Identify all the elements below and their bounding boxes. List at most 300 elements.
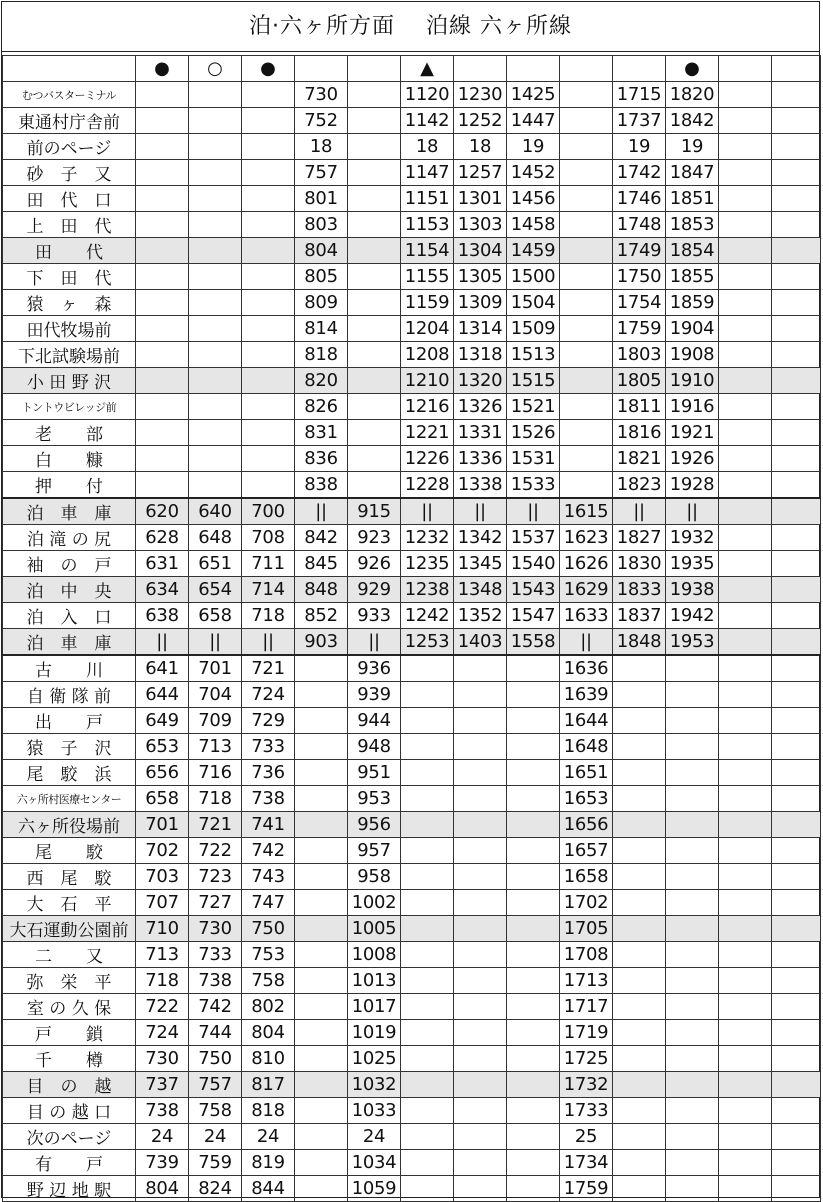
- time-cell: 19: [613, 134, 666, 160]
- service-mark-cell: [772, 56, 821, 82]
- time-cell: 750: [189, 1046, 242, 1072]
- time-cell: 1656: [560, 812, 613, 838]
- time-cell: 648: [189, 525, 242, 551]
- time-cell: [401, 682, 454, 708]
- time-cell: 1159: [401, 290, 454, 316]
- time-cell: [772, 290, 821, 316]
- time-cell: [666, 682, 719, 708]
- time-cell: 1547: [507, 603, 560, 629]
- time-cell: 804: [242, 1020, 295, 1046]
- time-cell: [560, 368, 613, 394]
- stop-name: 猿 ヶ 森: [3, 290, 136, 316]
- service-mark-cell: ○: [189, 56, 242, 82]
- table-row: [3, 708, 821, 734]
- time-cell: 1928: [666, 472, 719, 499]
- time-cell: 933: [348, 603, 401, 629]
- time-cell: [560, 238, 613, 264]
- time-cell: [772, 994, 821, 1020]
- time-cell: [242, 212, 295, 238]
- time-cell: 733: [242, 734, 295, 760]
- time-cell: [348, 290, 401, 316]
- time-cell: 723: [189, 864, 242, 890]
- stop-name: 前のページ: [3, 134, 136, 160]
- time-cell: [454, 838, 507, 864]
- time-cell: 721: [189, 812, 242, 838]
- time-cell: [772, 655, 821, 682]
- time-cell: [295, 1176, 348, 1202]
- time-cell: 703: [136, 864, 189, 890]
- time-cell: [613, 1150, 666, 1176]
- stop-name: 次のページ: [3, 1124, 136, 1150]
- time-cell: [772, 760, 821, 786]
- time-cell: 718: [189, 786, 242, 812]
- time-cell: [772, 446, 821, 472]
- time-cell: 640: [189, 498, 242, 525]
- time-cell: [666, 1098, 719, 1124]
- time-cell: 654: [189, 577, 242, 603]
- time-cell: [772, 368, 821, 394]
- time-cell: 741: [242, 812, 295, 838]
- time-cell: ||: [348, 629, 401, 656]
- time-cell: [772, 160, 821, 186]
- time-cell: 658: [136, 786, 189, 812]
- time-cell: 1034: [348, 1150, 401, 1176]
- time-cell: 1447: [507, 108, 560, 134]
- time-cell: 1935: [666, 551, 719, 577]
- time-cell: 951: [348, 760, 401, 786]
- time-cell: 1537: [507, 525, 560, 551]
- time-cell: 758: [242, 968, 295, 994]
- time-cell: [136, 108, 189, 134]
- time-cell: 824: [189, 1176, 242, 1202]
- stop-name: 目 の 越 口: [3, 1098, 136, 1124]
- time-cell: [613, 708, 666, 734]
- time-cell: [454, 994, 507, 1020]
- table-row: [3, 890, 821, 916]
- time-cell: [507, 1072, 560, 1098]
- time-cell: [560, 446, 613, 472]
- time-cell: [189, 394, 242, 420]
- time-cell: [719, 525, 772, 551]
- time-cell: 1304: [454, 238, 507, 264]
- stop-name: 泊 中 央: [3, 577, 136, 603]
- time-cell: 18: [295, 134, 348, 160]
- time-cell: [348, 238, 401, 264]
- time-cell: 844: [242, 1176, 295, 1202]
- time-cell: 1533: [507, 472, 560, 499]
- time-cell: [719, 472, 772, 499]
- time-cell: [189, 290, 242, 316]
- time-cell: 758: [189, 1098, 242, 1124]
- time-cell: 1658: [560, 864, 613, 890]
- header-marks-row: [3, 56, 821, 82]
- time-cell: [613, 838, 666, 864]
- time-cell: [719, 603, 772, 629]
- time-cell: [719, 682, 772, 708]
- time-cell: [772, 1046, 821, 1072]
- time-cell: 1748: [613, 212, 666, 238]
- time-cell: 722: [136, 994, 189, 1020]
- time-cell: 1515: [507, 368, 560, 394]
- time-cell: 809: [295, 290, 348, 316]
- time-cell: [401, 1124, 454, 1150]
- time-cell: [772, 629, 821, 656]
- time-cell: ||: [560, 629, 613, 656]
- time-cell: [772, 82, 821, 108]
- table-row: [3, 342, 821, 368]
- time-cell: 1648: [560, 734, 613, 760]
- time-cell: 738: [136, 1098, 189, 1124]
- time-cell: [401, 994, 454, 1020]
- time-cell: [295, 1098, 348, 1124]
- time-cell: [772, 186, 821, 212]
- time-cell: 711: [242, 551, 295, 577]
- time-cell: 1226: [401, 446, 454, 472]
- time-cell: [772, 134, 821, 160]
- time-cell: [719, 368, 772, 394]
- time-cell: [772, 838, 821, 864]
- time-cell: [348, 186, 401, 212]
- table-row: [3, 812, 821, 838]
- time-cell: [507, 864, 560, 890]
- time-cell: [507, 942, 560, 968]
- time-cell: [401, 655, 454, 682]
- time-cell: 1540: [507, 551, 560, 577]
- time-cell: [507, 682, 560, 708]
- time-cell: [772, 942, 821, 968]
- time-cell: [189, 316, 242, 342]
- time-cell: [242, 368, 295, 394]
- time-cell: 1639: [560, 682, 613, 708]
- table-row: [3, 160, 821, 186]
- time-cell: 1842: [666, 108, 719, 134]
- stop-name: 弥 栄 平: [3, 968, 136, 994]
- time-cell: [719, 1124, 772, 1150]
- time-cell: 923: [348, 525, 401, 551]
- time-cell: [560, 316, 613, 342]
- time-cell: 1908: [666, 342, 719, 368]
- table-row: [3, 394, 821, 420]
- table-row: [3, 734, 821, 760]
- time-cell: [772, 968, 821, 994]
- stop-name: 田代牧場前: [3, 316, 136, 342]
- time-cell: [401, 1020, 454, 1046]
- time-cell: 1142: [401, 108, 454, 134]
- time-cell: [719, 394, 772, 420]
- time-cell: [560, 420, 613, 446]
- time-cell: [719, 186, 772, 212]
- time-cell: [189, 134, 242, 160]
- stop-name: 上 田 代: [3, 212, 136, 238]
- time-cell: 1151: [401, 186, 454, 212]
- time-cell: [613, 1098, 666, 1124]
- time-cell: 742: [189, 994, 242, 1020]
- time-cell: 750: [242, 916, 295, 942]
- time-cell: [560, 394, 613, 420]
- time-cell: [772, 394, 821, 420]
- time-cell: 1636: [560, 655, 613, 682]
- time-cell: 1855: [666, 264, 719, 290]
- time-cell: [772, 734, 821, 760]
- time-cell: 1715: [613, 82, 666, 108]
- table-row: [3, 420, 821, 446]
- stop-name: 押 付: [3, 472, 136, 499]
- time-cell: [401, 890, 454, 916]
- time-cell: [348, 394, 401, 420]
- time-cell: 1305: [454, 264, 507, 290]
- time-cell: 1303: [454, 212, 507, 238]
- time-cell: 1750: [613, 264, 666, 290]
- time-cell: 1626: [560, 551, 613, 577]
- time-cell: [666, 994, 719, 1020]
- time-cell: [136, 238, 189, 264]
- time-cell: 1425: [507, 82, 560, 108]
- time-cell: 957: [348, 838, 401, 864]
- time-cell: [295, 838, 348, 864]
- time-cell: [560, 342, 613, 368]
- time-cell: 1342: [454, 525, 507, 551]
- time-cell: [719, 160, 772, 186]
- time-cell: [136, 316, 189, 342]
- time-cell: [772, 472, 821, 499]
- time-cell: [772, 1176, 821, 1202]
- time-cell: [560, 134, 613, 160]
- time-cell: [719, 708, 772, 734]
- time-cell: [454, 942, 507, 968]
- time-cell: [719, 655, 772, 682]
- time-cell: 724: [242, 682, 295, 708]
- time-cell: 1653: [560, 786, 613, 812]
- table-row: [3, 290, 821, 316]
- time-cell: [719, 942, 772, 968]
- time-cell: [401, 838, 454, 864]
- table-row: [3, 186, 821, 212]
- time-cell: [295, 942, 348, 968]
- table-row: [3, 1046, 821, 1072]
- time-cell: 1708: [560, 942, 613, 968]
- time-cell: [719, 264, 772, 290]
- time-cell: [348, 212, 401, 238]
- time-cell: 1847: [666, 160, 719, 186]
- time-cell: 1811: [613, 394, 666, 420]
- time-cell: [719, 760, 772, 786]
- time-cell: 1314: [454, 316, 507, 342]
- time-cell: 743: [242, 864, 295, 890]
- time-cell: 1526: [507, 420, 560, 446]
- stop-name: むつバスターミナル: [3, 82, 136, 108]
- time-cell: 727: [189, 890, 242, 916]
- time-cell: [295, 655, 348, 682]
- table-row: [3, 264, 821, 290]
- time-cell: [719, 342, 772, 368]
- time-cell: [719, 994, 772, 1020]
- time-cell: [295, 916, 348, 942]
- time-cell: [507, 1124, 560, 1150]
- time-cell: 1033: [348, 1098, 401, 1124]
- time-cell: 702: [136, 838, 189, 864]
- time-cell: 1459: [507, 238, 560, 264]
- stop-name: 田 代 口: [3, 186, 136, 212]
- time-cell: 19: [666, 134, 719, 160]
- time-cell: [401, 1176, 454, 1202]
- time-cell: [507, 708, 560, 734]
- time-cell: [401, 1150, 454, 1176]
- time-cell: 708: [242, 525, 295, 551]
- time-cell: 1238: [401, 577, 454, 603]
- time-cell: 721: [242, 655, 295, 682]
- time-cell: ||: [613, 498, 666, 525]
- table-row: [3, 82, 821, 108]
- time-cell: [454, 916, 507, 942]
- time-cell: 713: [189, 734, 242, 760]
- time-cell: [295, 734, 348, 760]
- time-cell: [401, 812, 454, 838]
- stop-name: 老 部: [3, 420, 136, 446]
- time-cell: 1348: [454, 577, 507, 603]
- stop-name: 小 田 野 沢: [3, 368, 136, 394]
- time-cell: [719, 420, 772, 446]
- time-cell: 729: [242, 708, 295, 734]
- time-cell: [719, 82, 772, 108]
- time-cell: [348, 108, 401, 134]
- time-cell: [507, 1176, 560, 1202]
- time-cell: 653: [136, 734, 189, 760]
- time-cell: 1500: [507, 264, 560, 290]
- timetable-body: [3, 56, 821, 1202]
- time-cell: [719, 1098, 772, 1124]
- time-cell: [348, 316, 401, 342]
- time-cell: [613, 942, 666, 968]
- time-cell: [772, 577, 821, 603]
- time-cell: [136, 212, 189, 238]
- table-row: [3, 525, 821, 551]
- time-cell: [401, 942, 454, 968]
- time-cell: [136, 420, 189, 446]
- time-cell: 730: [189, 916, 242, 942]
- time-cell: [613, 734, 666, 760]
- time-cell: [295, 968, 348, 994]
- time-cell: 738: [189, 968, 242, 994]
- time-cell: [719, 134, 772, 160]
- time-cell: 1318: [454, 342, 507, 368]
- time-cell: ||: [136, 629, 189, 656]
- time-cell: 1623: [560, 525, 613, 551]
- stop-name: 西 尾 駮: [3, 864, 136, 890]
- table-row: [3, 655, 821, 682]
- time-cell: 1657: [560, 838, 613, 864]
- time-cell: 1732: [560, 1072, 613, 1098]
- time-cell: 1859: [666, 290, 719, 316]
- time-cell: 1002: [348, 890, 401, 916]
- time-cell: 826: [295, 394, 348, 420]
- stop-name: 自 衛 隊 前: [3, 682, 136, 708]
- time-cell: [454, 1150, 507, 1176]
- time-cell: 1338: [454, 472, 507, 499]
- time-cell: [613, 890, 666, 916]
- stop-name: 目 の 越: [3, 1072, 136, 1098]
- time-cell: 1032: [348, 1072, 401, 1098]
- time-cell: 1737: [613, 108, 666, 134]
- time-cell: 818: [242, 1098, 295, 1124]
- time-cell: [242, 82, 295, 108]
- time-cell: [295, 890, 348, 916]
- time-cell: 1456: [507, 186, 560, 212]
- time-cell: [454, 1046, 507, 1072]
- time-cell: 1742: [613, 160, 666, 186]
- time-cell: 953: [348, 786, 401, 812]
- time-cell: [295, 682, 348, 708]
- time-cell: 1754: [613, 290, 666, 316]
- time-cell: 759: [189, 1150, 242, 1176]
- table-row: [3, 942, 821, 968]
- time-cell: [242, 472, 295, 499]
- time-cell: 1504: [507, 290, 560, 316]
- table-row: [3, 1150, 821, 1176]
- time-cell: 1345: [454, 551, 507, 577]
- time-cell: [401, 734, 454, 760]
- time-cell: 1210: [401, 368, 454, 394]
- stop-name: 六ヶ所役場前: [3, 812, 136, 838]
- time-cell: [507, 760, 560, 786]
- time-cell: [666, 734, 719, 760]
- table-row: [3, 1072, 821, 1098]
- table-row: [3, 786, 821, 812]
- time-cell: [772, 708, 821, 734]
- time-cell: [348, 264, 401, 290]
- time-cell: 1352: [454, 603, 507, 629]
- time-cell: 1938: [666, 577, 719, 603]
- time-cell: [401, 916, 454, 942]
- time-cell: [507, 1020, 560, 1046]
- time-cell: 848: [295, 577, 348, 603]
- time-cell: [136, 82, 189, 108]
- time-cell: 649: [136, 708, 189, 734]
- time-cell: 1848: [613, 629, 666, 656]
- service-mark-cell: [454, 56, 507, 82]
- time-cell: 638: [136, 603, 189, 629]
- time-cell: 722: [189, 838, 242, 864]
- time-cell: [454, 864, 507, 890]
- time-cell: 1803: [613, 342, 666, 368]
- time-cell: [666, 968, 719, 994]
- time-cell: [666, 942, 719, 968]
- time-cell: [136, 134, 189, 160]
- time-cell: [507, 890, 560, 916]
- time-cell: [666, 1020, 719, 1046]
- time-cell: [295, 708, 348, 734]
- time-cell: [719, 812, 772, 838]
- time-cell: [136, 264, 189, 290]
- time-cell: [189, 108, 242, 134]
- time-cell: 803: [295, 212, 348, 238]
- time-cell: [348, 368, 401, 394]
- time-cell: [454, 760, 507, 786]
- time-cell: [613, 655, 666, 682]
- time-cell: [242, 290, 295, 316]
- time-cell: [242, 160, 295, 186]
- time-cell: 24: [242, 1124, 295, 1150]
- time-cell: [295, 786, 348, 812]
- time-cell: 1221: [401, 420, 454, 446]
- time-cell: 1827: [613, 525, 666, 551]
- time-cell: [136, 290, 189, 316]
- time-cell: [348, 342, 401, 368]
- time-cell: [295, 760, 348, 786]
- time-cell: 1257: [454, 160, 507, 186]
- time-cell: [719, 1150, 772, 1176]
- time-cell: 1615: [560, 498, 613, 525]
- time-cell: [295, 864, 348, 890]
